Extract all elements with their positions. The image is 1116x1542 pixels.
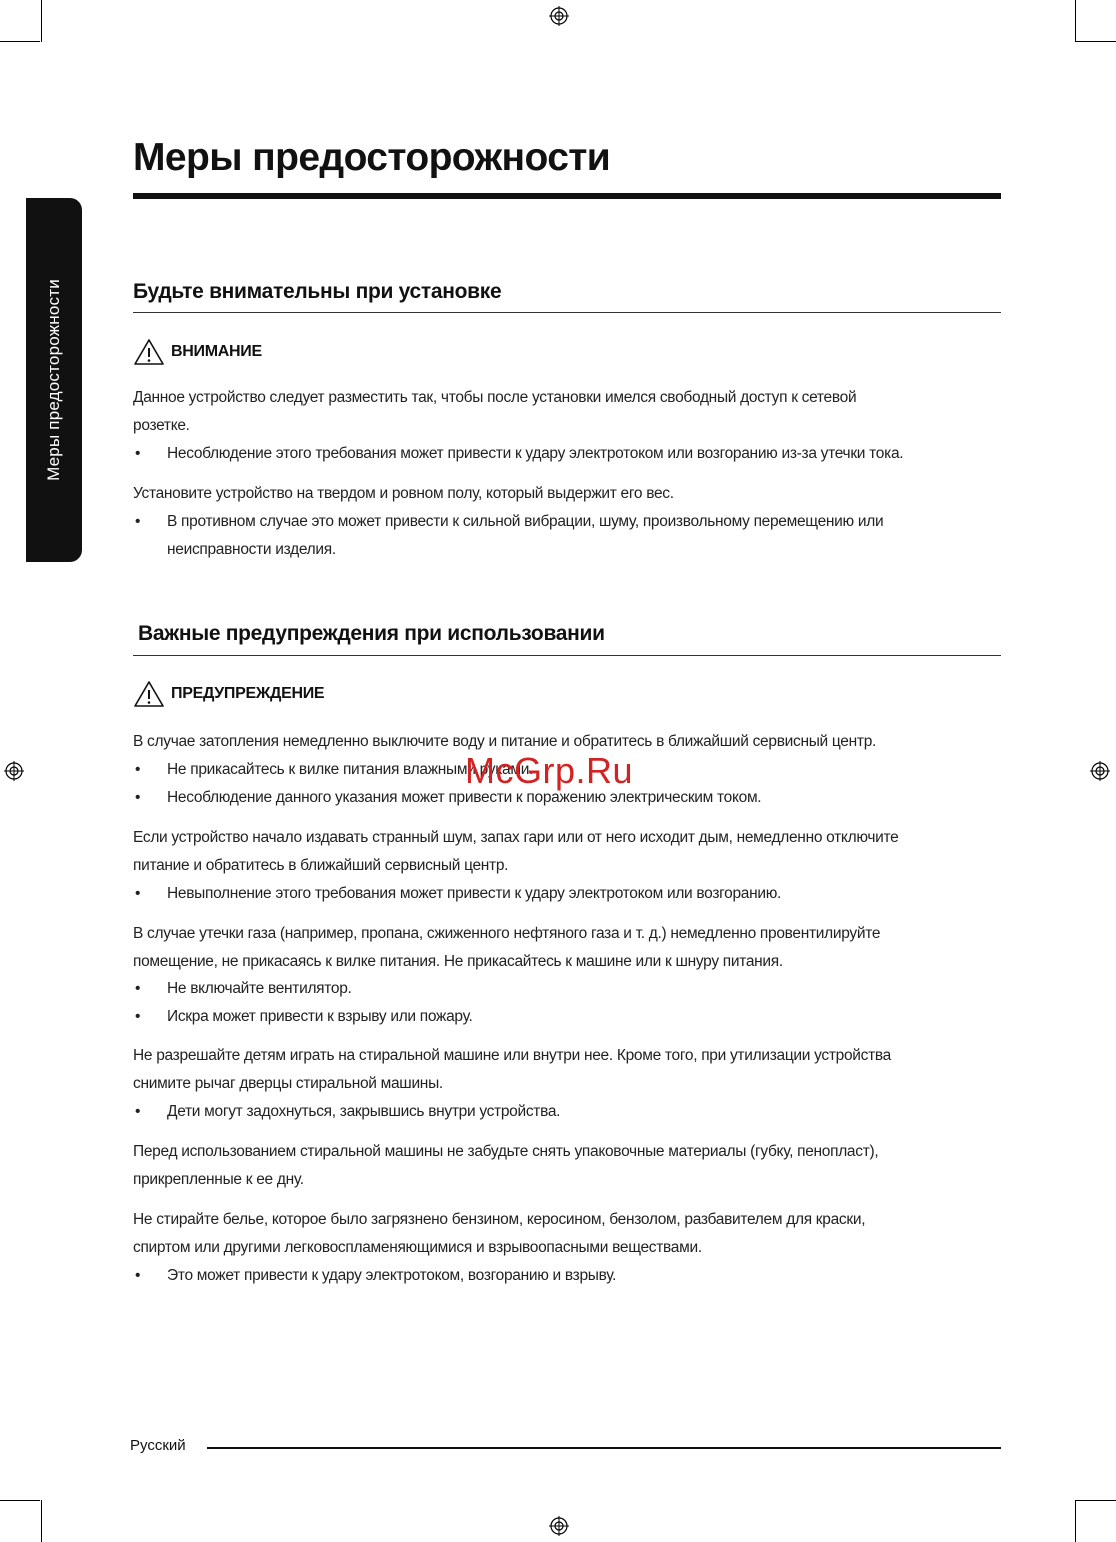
caution-label-text: ВНИМАНИЕ (171, 343, 262, 360)
warning-triangle-icon (133, 680, 165, 708)
side-tab-label: Меры предосторожности (44, 279, 63, 481)
paragraph: Не разрешайте детям играть на стиральной машине или внутри нее. Кроме того, при утилизации устройства (133, 1047, 891, 1064)
bullet-dot: • (135, 445, 141, 462)
section-title-installation: Будьте внимательны при установке (133, 280, 502, 303)
paragraph: В случае утечки газа (например, пропана, сжиженного нефтяного газа и т. д.) немедленно провентилируйте (133, 925, 881, 942)
warning-label-text: ПРЕДУПРЕЖДЕНИЕ (171, 685, 325, 702)
paragraph: Данное устройство следует разместить так, чтобы после установки имелся свободный доступ к сетевой (133, 389, 857, 406)
crop-mark (41, 0, 42, 42)
paragraph: Установите устройство на твердом и ровном полу, который выдержит его вес. (133, 485, 674, 502)
paragraph: питание и обратитесь в ближайший сервисный центр. (133, 857, 509, 874)
warning-triangle-icon (133, 338, 165, 366)
paragraph: спиртом или другими легковоспламеняющимися и взрывоопасными веществами. (133, 1239, 702, 1256)
crop-mark (0, 41, 40, 42)
bullet-text: Несоблюдение этого требования может привести к удару электротоком или возгоранию из-за утечки тока. (167, 445, 904, 462)
bullet-dot: • (135, 980, 141, 997)
registration-mark-icon (4, 761, 24, 781)
section-title-usage: Важные предупреждения при использовании (138, 622, 605, 645)
bullet-text: Дети могут задохнуться, закрывшись внутри устройства. (167, 1103, 561, 1120)
bullet-text: неисправности изделия. (167, 541, 336, 558)
paragraph: Перед использованием стиральной машины не забудьте снять упаковочные материалы (губку, пенопласт), (133, 1143, 879, 1160)
bullet-text: Не включайте вентилятор. (167, 980, 352, 997)
bullet-dot: • (135, 789, 141, 806)
registration-mark-icon (1090, 761, 1110, 781)
caution-label (133, 338, 262, 366)
bullet-dot: • (135, 1103, 141, 1120)
crop-mark (1076, 41, 1116, 42)
crop-mark (41, 1500, 42, 1542)
bullet-item (133, 508, 1001, 536)
paragraph: снимите рычаг дверцы стиральной машины. (133, 1075, 443, 1092)
bullet-item (133, 975, 1001, 1003)
bullet-text: Искра может привести к взрыву или пожару. (167, 1008, 473, 1025)
crop-mark (1075, 1500, 1076, 1542)
bullet-item (133, 1003, 1001, 1031)
paragraph: розетке. (133, 417, 190, 434)
crop-mark (1075, 0, 1076, 42)
title-rule (133, 193, 1001, 199)
bullet-dot: • (135, 513, 141, 530)
bullet-text: В противном случае это может привести к сильной вибрации, шуму, произвольному перемещению или (167, 513, 884, 530)
bullet-dot: • (135, 1008, 141, 1025)
paragraph: помещение, не прикасаясь к вилке питания. Не прикасайтесь к машине или к шнуру питания. (133, 953, 783, 970)
footer-language: Русский (130, 1437, 186, 1454)
registration-mark-icon (549, 1516, 569, 1536)
bullet-text: Не прикасайтесь к вилке питания влажными руками. (167, 761, 534, 778)
footer-rule (207, 1447, 1001, 1449)
bullet-item (133, 440, 1001, 468)
page-title: Меры предосторожности (133, 136, 611, 179)
section-rule (133, 655, 1001, 656)
section-rule (133, 312, 1001, 313)
bullet-dot: • (135, 761, 141, 778)
bullet-text: Несоблюдение данного указания может привести к поражению электрическим током. (167, 789, 762, 806)
paragraph: Не стирайте белье, которое было загрязнено бензином, керосином, бензолом, разбавителем для краски, (133, 1211, 866, 1228)
paragraph: прикрепленные к ее дну. (133, 1171, 304, 1188)
paragraph: Если устройство начало издавать странный шум, запах гари или от него исходит дым, немедленно отключите (133, 829, 899, 846)
bullet-dot: • (135, 1267, 141, 1284)
crop-mark (0, 1500, 40, 1501)
bullet-item (133, 1262, 1001, 1290)
bullet-continuation (133, 536, 1001, 564)
bullet-item (133, 880, 1001, 908)
paragraph: В случае затопления немедленно выключите воду и питание и обратитесь в ближайший сервисный центр. (133, 733, 877, 750)
bullet-dot: • (135, 885, 141, 902)
watermark: McGrp.Ru (465, 750, 634, 791)
warning-label (133, 680, 324, 708)
bullet-text: Невыполнение этого требования может привести к удару электротоком или возгоранию. (167, 885, 782, 902)
crop-mark (1076, 1500, 1116, 1501)
bullet-text: Это может привести к удару электротоком, возгоранию и взрыву. (167, 1267, 617, 1284)
bullet-item (133, 1098, 1001, 1126)
registration-mark-icon (549, 6, 569, 26)
